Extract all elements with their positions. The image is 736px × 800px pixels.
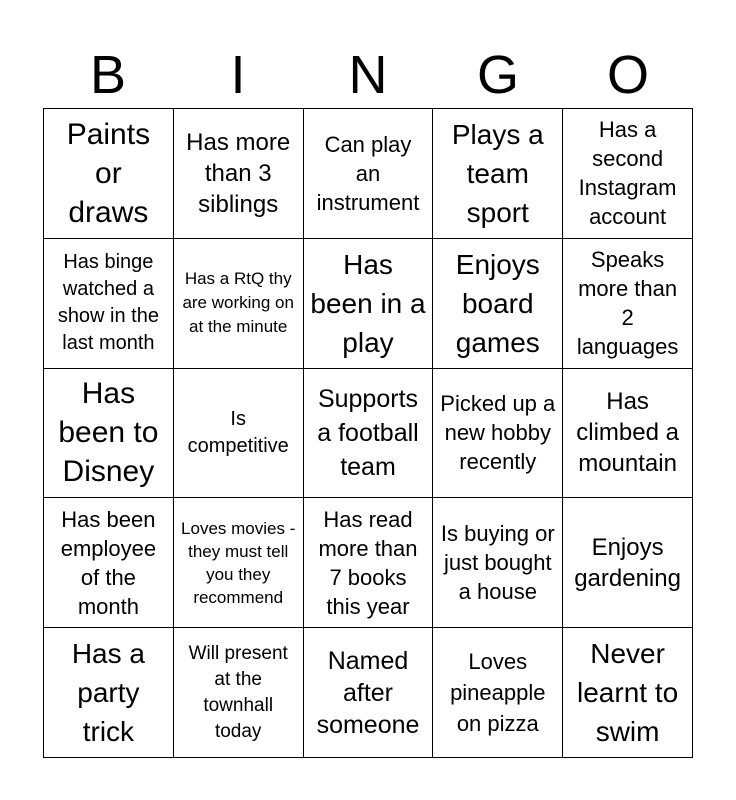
header-letter-i: I (230, 45, 246, 105)
bingo-cell[interactable] (304, 628, 434, 758)
bingo-cell[interactable] (44, 239, 174, 369)
bingo-cell[interactable] (44, 498, 174, 628)
bingo-cell[interactable] (433, 498, 563, 628)
cell-text: Has read more than 7 books this year (318, 506, 418, 619)
cell-text: Has been to Disney (58, 377, 159, 489)
cell-text: Has been employee of the month (60, 506, 157, 619)
cell-text: Enjoys gardening (574, 533, 681, 592)
bingo-cell[interactable] (433, 628, 563, 758)
bingo-cell[interactable] (563, 369, 693, 499)
bingo-cell[interactable] (563, 109, 693, 239)
bingo-cell[interactable] (433, 369, 563, 499)
cell-text: Never learnt to swim (577, 638, 679, 748)
cell-text: Has a second Instagram account (578, 117, 677, 230)
bingo-cell[interactable] (304, 498, 434, 628)
cell-text: Speaks more than 2 languages (576, 247, 679, 360)
bingo-cell[interactable] (174, 498, 304, 628)
bingo-cell[interactable] (44, 628, 174, 758)
bingo-cell[interactable] (174, 109, 304, 239)
bingo-cell[interactable] (44, 109, 174, 239)
cell-text: Picked up a new hobby recently (440, 391, 556, 475)
header-letter-g: G (476, 45, 519, 105)
cell-text: Loves movies - they must tell you they recommend (181, 518, 296, 607)
cell-text: Can play an instrument (316, 131, 420, 215)
bingo-cell[interactable] (563, 498, 693, 628)
bingo-cell[interactable] (433, 239, 563, 369)
cell-text: Has more than 3 siblings (186, 128, 291, 218)
bingo-cell[interactable] (304, 239, 434, 369)
header-letter-b: B (89, 45, 127, 105)
bingo-card (43, 108, 693, 758)
bingo-cell[interactable] (174, 239, 304, 369)
cell-text: Named after someone (316, 646, 420, 739)
cell-text: Has a RtQ thy are working on at the minute (182, 269, 294, 337)
cell-text: Is buying or just bought a house (440, 521, 555, 605)
cell-text: Has a party trick (71, 638, 145, 748)
bingo-cell[interactable] (433, 109, 563, 239)
cell-text: Has climbed a mountain (576, 388, 679, 478)
header-letter-n: N (348, 45, 388, 105)
bingo-header (43, 42, 693, 108)
bingo-cell[interactable] (44, 369, 174, 499)
bingo-cell[interactable] (563, 628, 693, 758)
bingo-cell[interactable] (563, 239, 693, 369)
header-letter-o: O (606, 45, 649, 105)
bingo-cell[interactable] (304, 369, 434, 499)
cell-text: Plays a team sport (451, 118, 544, 228)
cell-text: Has been in a play (310, 248, 426, 358)
cell-text: Will present at the townhall today (188, 642, 288, 742)
bingo-cell[interactable] (174, 369, 304, 499)
cell-text: Loves pineapple on pizza (450, 649, 546, 737)
cell-text: Supports a football team (317, 384, 419, 481)
cell-text: Is competitive (187, 407, 289, 457)
bingo-cell[interactable] (304, 109, 434, 239)
cell-text: Enjoys board games (455, 248, 540, 358)
cell-text: Has binge watched a show in the last month (57, 251, 159, 355)
bingo-cell[interactable] (174, 628, 304, 758)
cell-text: Paints or draws (66, 117, 151, 229)
